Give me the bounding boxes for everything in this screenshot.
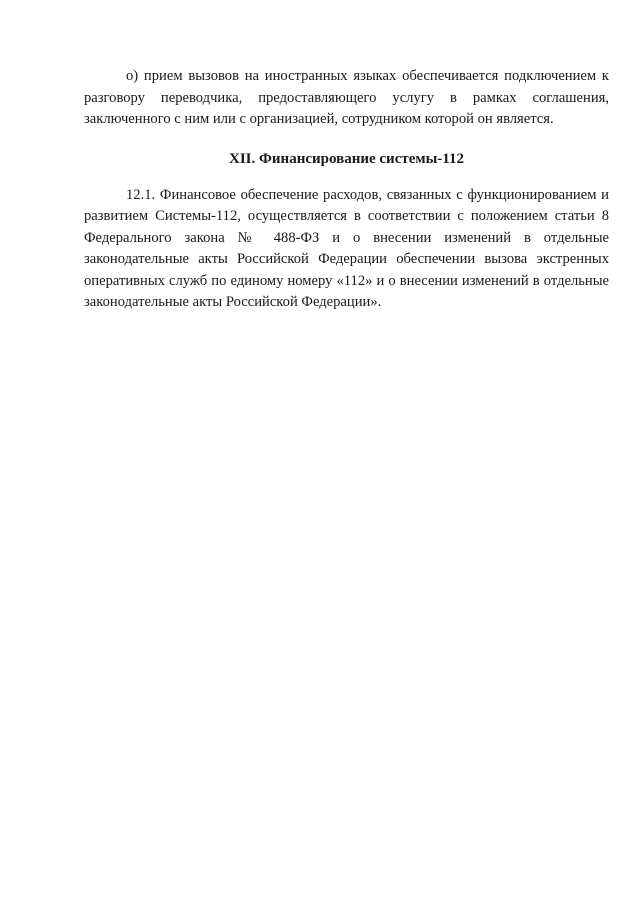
section-heading: XII. Финансирование системы-112	[229, 150, 464, 167]
paragraph-12-1: 12.1. Финансовое обеспечение расходов, связанных с функционированием и развитием Системы-112, осуществляется в соответствии с положением статьи 8 Федерального закона № 488-ФЗ и о внесении изменений в отдельные законодательные акты Российской Федерации обеспечении вызова экстренных оперативных служб по единому номеру «112» и о внесении изменений в отдельные законодательные акты Российской Федерации».	[84, 186, 609, 310]
paragraph-o: о) прием вызовов на иностранных языках обеспечивается подключением к разговору переводчика, предоставляющего услугу в рамках соглашения, заключенного с ним или с организацией, сотрудником которой он является.	[84, 68, 609, 127]
document-page	[84, 66, 609, 314]
